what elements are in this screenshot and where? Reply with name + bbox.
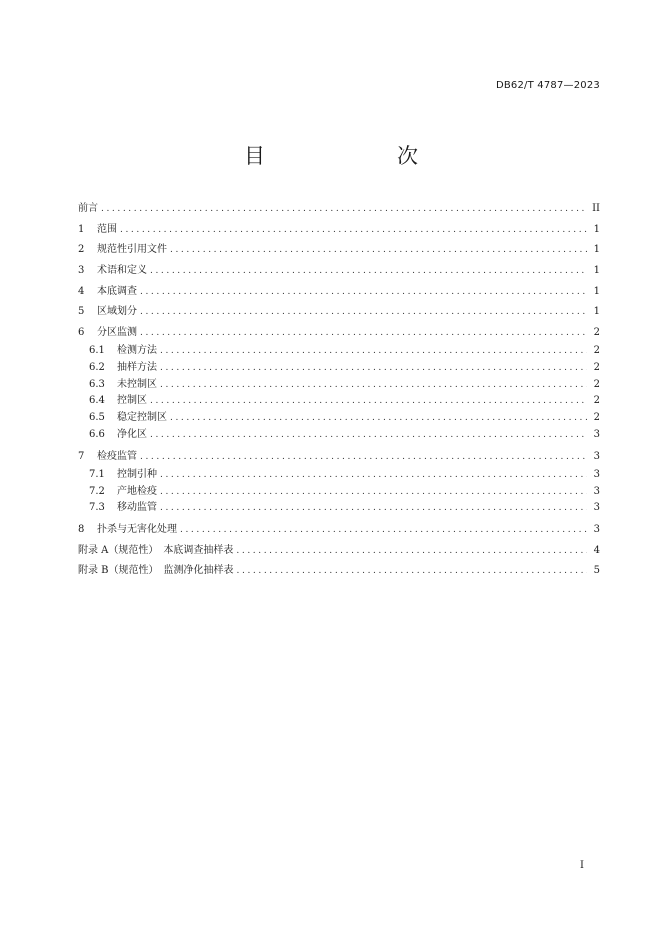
toc-entry-text: 术语和定义 <box>97 265 147 277</box>
toc-entry-number: 6 <box>78 326 85 338</box>
toc-entry[interactable] <box>78 467 600 484</box>
toc-entry-number: 6.3 <box>89 378 105 390</box>
toc-entry[interactable] <box>78 343 600 360</box>
toc-entry[interactable] <box>78 446 600 467</box>
toc-entry-page: 1 <box>593 244 600 256</box>
toc-entry-page: 1 <box>593 265 600 277</box>
dot-leader <box>236 545 587 557</box>
toc-entry[interactable] <box>78 240 600 261</box>
toc-entry-label <box>78 244 167 256</box>
toc-entry-page: 3 <box>593 428 600 440</box>
page-number: I <box>580 860 584 871</box>
toc-entry-text: 区域划分 <box>97 306 137 318</box>
dot-leader <box>120 224 587 236</box>
toc-entry-label <box>78 363 157 374</box>
toc-entry-page: 2 <box>593 395 600 407</box>
toc-entry[interactable] <box>78 484 600 501</box>
toc-entry-text: 规范性引用文件 <box>97 244 167 256</box>
toc-entry-page: II <box>592 203 600 215</box>
toc-entry-page: 3 <box>593 450 600 462</box>
toc-entry-number: 7.3 <box>89 502 105 514</box>
toc-entry-label <box>78 265 147 277</box>
toc-entry[interactable] <box>78 360 600 377</box>
toc-entry-page: 4 <box>593 544 600 556</box>
dot-leader <box>150 265 587 277</box>
toc-entry-page: 1 <box>593 223 600 235</box>
dot-leader <box>160 470 587 481</box>
toc-entry-number: 1 <box>78 223 85 235</box>
toc-entry-label <box>78 451 137 463</box>
toc-entry-label <box>78 224 117 236</box>
toc-entry-page: 1 <box>593 285 600 297</box>
toc-entry-label <box>78 470 157 481</box>
toc-entry[interactable] <box>78 323 600 344</box>
toc-entry-text: 移动监管 <box>117 502 157 514</box>
toc-entry-page: 1 <box>593 306 600 318</box>
toc-entry-text: 抽样方法 <box>117 361 157 373</box>
toc-entry-label <box>78 503 157 514</box>
toc-entry-page: 2 <box>593 361 600 373</box>
toc-entry-number: 7 <box>78 450 85 462</box>
page-title: 目 次 <box>244 144 448 168</box>
toc-entry-page: 3 <box>593 524 600 536</box>
toc-entry-text: 产地检疫 <box>117 485 157 497</box>
toc-entry-text: 稳定控制区 <box>117 412 167 423</box>
toc-entry-page: 3 <box>593 502 600 514</box>
toc-entry-number: 7.2 <box>89 485 105 497</box>
toc-entry-number: 6.1 <box>89 345 105 357</box>
toc-entry-label <box>78 327 137 339</box>
toc-entry-page: 3 <box>593 468 600 480</box>
toc-entry-label <box>78 306 137 318</box>
toc-entry-text: 前言 <box>78 203 98 215</box>
toc-entry-number: 3 <box>78 265 85 277</box>
toc-entry-text: 本底调查 <box>97 285 137 297</box>
toc-entry-number: 6.5 <box>89 412 105 423</box>
toc-entry-text: 检测方法 <box>117 345 157 357</box>
toc-entry-number: 7.1 <box>89 468 105 480</box>
toc-entry-text: 控制区 <box>117 395 147 407</box>
dot-leader <box>101 203 587 215</box>
toc-entry[interactable] <box>78 302 600 323</box>
toc-entry[interactable] <box>78 410 600 427</box>
dot-leader <box>140 451 587 463</box>
dot-leader <box>237 565 587 577</box>
toc-entry-page: 2 <box>593 412 600 423</box>
toc-entry-number: 6.2 <box>89 361 105 373</box>
dot-leader <box>160 363 587 374</box>
toc-entry[interactable] <box>78 281 600 302</box>
toc-entry-text: 扑杀与无害化处理 <box>97 524 177 536</box>
dot-leader <box>140 286 587 298</box>
toc-entry-label <box>78 430 147 441</box>
toc-entry-text: 附录 A（规范性） 本底调查抽样表 <box>78 544 234 556</box>
dot-leader <box>160 487 587 498</box>
toc-entry-label <box>78 565 234 577</box>
toc-entry-label <box>78 487 157 498</box>
dot-leader <box>170 413 587 424</box>
toc-entry-text: 分区监测 <box>97 326 137 338</box>
dot-leader <box>150 396 587 407</box>
dot-leader <box>170 244 587 256</box>
toc-entry-label <box>78 545 233 557</box>
toc-entry-label <box>78 380 157 391</box>
toc-entry[interactable] <box>78 561 600 582</box>
toc-entry-number: 6.6 <box>89 428 105 440</box>
toc-entry-label <box>78 346 157 357</box>
table-of-contents <box>78 199 600 582</box>
toc-entry[interactable] <box>78 199 600 220</box>
toc-entry-number: 2 <box>78 244 85 256</box>
toc-entry-label <box>78 286 137 298</box>
toc-entry-text: 控制引种 <box>117 468 157 480</box>
toc-entry-number: 5 <box>78 306 85 318</box>
document-code: DB62/T 4787—2023 <box>495 80 600 91</box>
toc-entry[interactable] <box>78 377 600 394</box>
toc-entry-label <box>78 396 147 407</box>
toc-entry-label <box>78 524 177 536</box>
toc-entry[interactable] <box>78 520 600 541</box>
dot-leader <box>180 524 587 536</box>
toc-entry-label <box>78 203 98 215</box>
dot-leader <box>140 327 587 339</box>
toc-entry-page: 2 <box>593 326 600 338</box>
dot-leader <box>160 346 587 357</box>
toc-entry-number: 8 <box>78 524 85 536</box>
toc-entry-page: 2 <box>593 378 600 390</box>
toc-entry-text: 附录 B（规范性） 监测净化抽样表 <box>78 565 234 577</box>
toc-entry[interactable] <box>78 541 600 562</box>
toc-entry-page: 3 <box>593 485 600 497</box>
dot-leader <box>150 430 587 441</box>
toc-entry[interactable] <box>78 500 600 517</box>
dot-leader <box>160 380 587 391</box>
toc-entry[interactable] <box>78 393 600 410</box>
toc-entry-text: 净化区 <box>117 428 147 440</box>
toc-entry-page: 5 <box>593 565 600 577</box>
toc-entry-number: 4 <box>78 285 85 297</box>
toc-entry-label <box>78 413 167 424</box>
toc-entry[interactable] <box>78 261 600 282</box>
toc-entry-page: 2 <box>593 345 600 357</box>
toc-entry-text: 范围 <box>97 223 117 235</box>
toc-entry[interactable] <box>78 427 600 444</box>
toc-entry-number: 6.4 <box>89 395 105 407</box>
toc-entry-text: 检疫监管 <box>97 450 137 462</box>
dot-leader <box>140 306 587 318</box>
toc-entry-text: 未控制区 <box>117 378 157 390</box>
toc-entry[interactable] <box>78 220 600 241</box>
dot-leader <box>160 503 587 514</box>
